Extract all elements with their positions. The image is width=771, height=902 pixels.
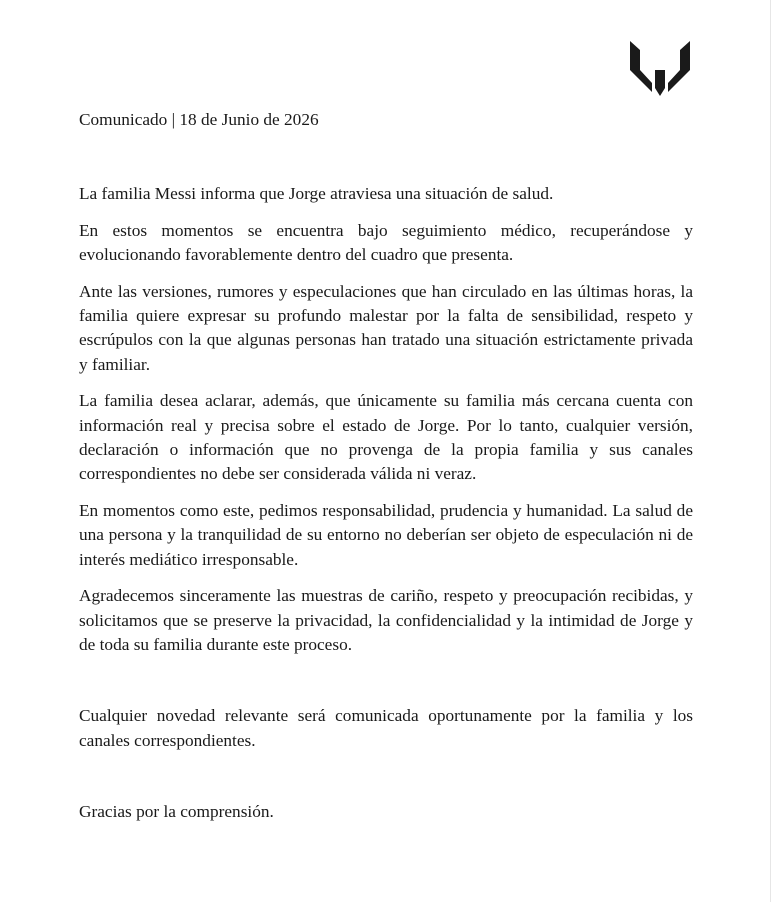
paragraph-2: En estos momentos se encuentra bajo seguimiento médico, recuperándose y evolucionando favorablemente dentro del cuadro que presenta. — [79, 220, 693, 265]
closing-paragraph: Cualquier novedad relevante será comunicada oportunamente por la familia y los canales correspondientes. — [79, 706, 693, 750]
signoff: Gracias por la comprensión. — [79, 802, 274, 822]
paragraph-4: La familia desea aclarar, además, que únicamente su familia más cercana cuenta con información real y precisa sobre el estado de Jorge. Por lo tanto, cualquier versión, declaración o información que no provenga de la propia familia y sus canales correspondientes no debe ser considerada válida ni veraz. — [79, 391, 693, 484]
statement-body — [79, 108, 693, 825]
paragraph-3: Ante las versiones, rumores y especulaciones que han circulado en las últimas horas, la familia quiere expresar su profundo malestar por la falta de sensibilidad, respeto y escrúpulos con la que algunas personas han tratado una situación estrictamente privada y familiar. — [79, 281, 693, 374]
paragraph-1: La familia Messi informa que Jorge atraviesa una situación de salud. — [79, 184, 554, 204]
paragraph-5: En momentos como este, pedimos responsabilidad, prudencia y humanidad. La salud de una persona y la tranquilidad de su entorno no deberían ser objeto de especulación ni de interés mediático irresponsable. — [79, 500, 693, 569]
paragraph-6: Agradecemos sinceramente las muestras de cariño, respeto y preocupación recibidas, y solicitamos que se preserve la privacidad, la confidencialidad y la intimidad de Jorge y de toda su familia durante este proceso. — [79, 586, 693, 654]
statement-heading: Comunicado | 18 de Junio de 2026 — [79, 110, 319, 129]
messi-logo-icon — [628, 40, 692, 96]
